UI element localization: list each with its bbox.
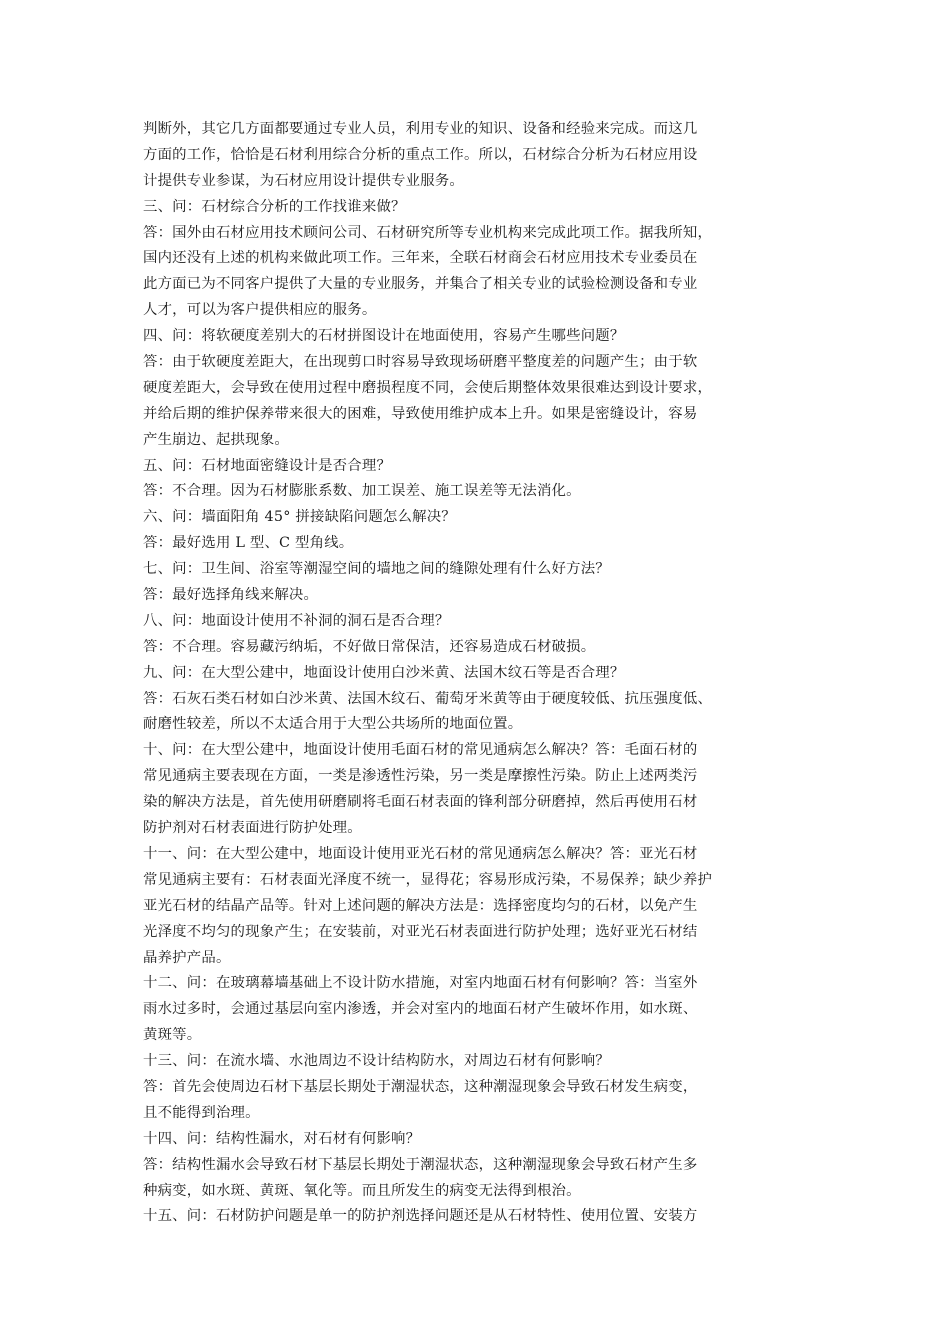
text-line: 答：不合理。容易藏污纳垢，不好做日常保洁，还容易造成石材破损。 xyxy=(143,638,596,655)
text-line: 人才，可以为客户提供相应的服务。 xyxy=(143,302,377,319)
text-line: 种病变，如水斑、黄斑、氧化等。而且所发生的病变无法得到根治。 xyxy=(143,1182,581,1199)
text-line: 晶养护产品。 xyxy=(143,949,231,966)
text-line: 答：首先会使周边石材下基层长期处于潮湿状态，这种潮湿现象会导致石材发生病变， xyxy=(143,1078,698,1095)
text-line: 常见通病主要有：石材表面光泽度不统一，显得花；容易形成污染，不易保养；缺少养护 xyxy=(143,871,713,888)
text-line: 方面的工作，恰恰是石材利用综合分析的重点工作。所以，石材综合分析为石材应用设 xyxy=(143,146,698,163)
text-line: 光泽度不均匀的现象产生；在安装前，对亚光石材表面进行防护处理；选好亚光石材结 xyxy=(143,923,698,940)
text-line: 五、问：石材地面密缝设计是否合理？ xyxy=(143,457,392,474)
text-line: 判断外，其它几方面都要通过专业人员，利用专业的知识、设备和经验来完成。而这几 xyxy=(143,121,698,137)
text-line: 答：最好选用 L 型、C 型角线。 xyxy=(143,535,354,552)
text-line: 四、问：将软硬度差别大的石材拼图设计在地面使用，容易产生哪些问题？ xyxy=(143,328,625,345)
text-line: 此方面已为不同客户提供了大量的专业服务，并集合了相关专业的试验检测设备和专业 xyxy=(143,276,698,293)
document-body xyxy=(143,117,808,1230)
text-line: 八、问：地面设计使用不补洞的洞石是否合理？ xyxy=(143,612,450,629)
text-line: 国内还没有上述的机构来做此项工作。三年来，全联石材商会石材应用技术专业委员在 xyxy=(143,250,698,267)
text-line: 十四、问：结构性漏水，对石材有何影响？ xyxy=(143,1130,421,1147)
text-line: 并给后期的维护保养带来很大的困难，导致使用维护成本上升。如果是密缝设计，容易 xyxy=(143,405,698,422)
text-line: 答：石灰石类石材如白沙米黄、法国木纹石、葡萄牙米黄等由于硬度较低、抗压强度低、 xyxy=(143,690,713,707)
text-line: 雨水过多时，会通过基层向室内渗透，并会对室内的地面石材产生破坏作用，如水斑、 xyxy=(143,1001,698,1018)
text-line: 十三、问：在流水墙、水池周边不设计结构防水，对周边石材有何影响？ xyxy=(143,1053,610,1070)
text-line: 防护剂对石材表面进行防护处理。 xyxy=(143,820,362,837)
text-line: 答：国外由石材应用技术顾问公司、石材研究所等专业机构来完成此项工作。据我所知， xyxy=(143,224,713,241)
text-line: 七、问：卫生间、浴室等潮湿空间的墙地之间的缝隙处理有什么好方法？ xyxy=(143,561,610,578)
text-line: 十五、问：石材防护问题是单一的防护剂选择问题还是从石材特性、使用位置、安装方 xyxy=(143,1208,698,1225)
text-line: 常见通病主要表现在方面，一类是渗透性污染，另一类是摩擦性污染。防止上述两类污 xyxy=(143,768,698,785)
text-line: 答：不合理。因为石材膨胀系数、加工误差、施工误差等无法消化。 xyxy=(143,483,581,500)
text-line: 黄斑等。 xyxy=(143,1027,202,1044)
text-line: 答：由于软硬度差距大，在出现剪口时容易导致现场研磨平整度差的问题产生；由于软 xyxy=(143,354,698,371)
text-line: 答：结构性漏水会导致石材下基层长期处于潮湿状态，这种潮湿现象会导致石材产生多 xyxy=(143,1156,698,1173)
text-line: 六、问：墙面阳角 45° 拼接缺陷问题怎么解决？ xyxy=(143,509,456,526)
text-line: 九、问：在大型公建中，地面设计使用白沙米黄、法国木纹石等是否合理？ xyxy=(143,664,625,681)
text-line: 且不能得到治理。 xyxy=(143,1104,260,1121)
text-line: 耐磨性较差，所以不太适合用于大型公共场所的地面位置。 xyxy=(143,716,523,733)
text-line: 十、问：在大型公建中，地面设计使用毛面石材的常见通病怎么解决？答：毛面石材的 xyxy=(143,742,698,759)
text-line: 染的解决方法是，首先使用研磨刷将毛面石材表面的锋利部分研磨掉，然后再使用石材 xyxy=(143,794,698,811)
text-line: 亚光石材的结晶产品等。针对上述问题的解决方法是：选择密度均匀的石材，以免产生 xyxy=(143,897,698,914)
text-line: 十一、问：在大型公建中，地面设计使用亚光石材的常见通病怎么解决？答：亚光石材 xyxy=(143,845,698,862)
text-line: 十二、问：在玻璃幕墙基础上不设计防水措施，对室内地面石材有何影响？答：当室外 xyxy=(143,975,698,992)
text-line: 硬度差距大，会导致在使用过程中磨损程度不同，会使后期整体效果很难达到设计要求， xyxy=(143,379,713,396)
text-line: 三、问：石材综合分析的工作找谁来做？ xyxy=(143,198,406,215)
text-line: 计提供专业参谋，为石材应用设计提供专业服务。 xyxy=(143,172,464,189)
text-line: 产生崩边、起拱现象。 xyxy=(143,431,289,448)
text-line: 答：最好选择角线来解决。 xyxy=(143,587,319,604)
